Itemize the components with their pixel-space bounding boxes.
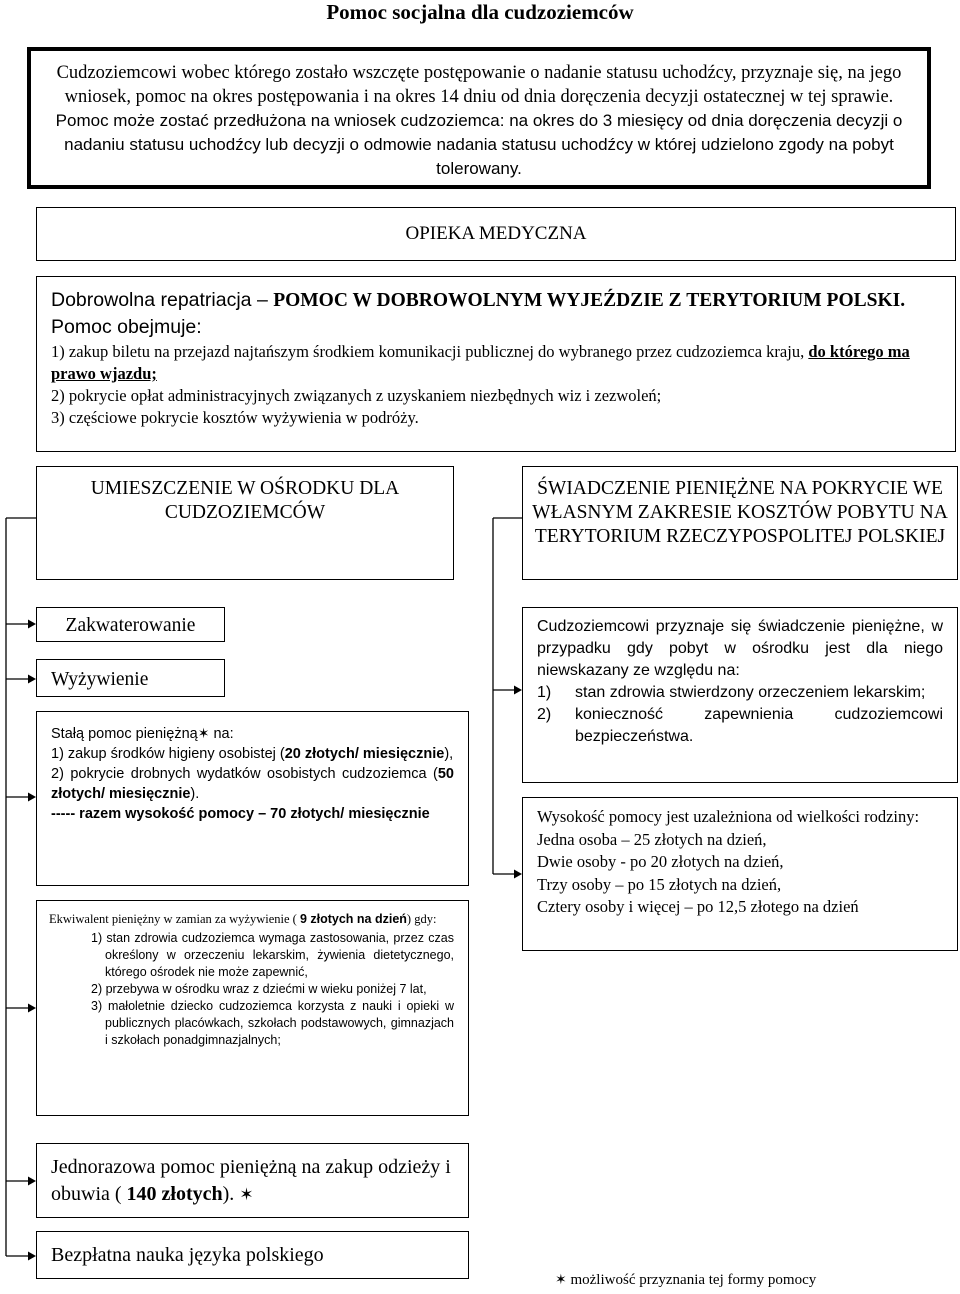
benefit-amount-box — [522, 797, 958, 951]
cash-benefit-intro: Cudzoziemcowi przyznaje się świadczenie pieniężne, w przypadku gdy pobyt w ośrodku jest dla niego niewskazany ze względu na: — [537, 618, 943, 679]
benefit-amount-row: Dwie osoby - po 20 złotych na dzień, — [537, 852, 784, 871]
star-icon: ✶ — [239, 1185, 254, 1205]
fixed-aid-item-1-text: 1) zakup środków higieny osobistej ( — [51, 746, 285, 762]
polish-course-box: Bezpłatna nauka języka polskiego — [36, 1231, 469, 1279]
medical-care-box: OPIEKA MEDYCZNA — [36, 207, 956, 261]
food-box: Wyżywienie — [36, 659, 225, 697]
food-equivalent-lead — [49, 911, 454, 928]
star-icon: ✶ — [555, 1272, 567, 1288]
repatriation-lead: Dobrowolna repatriacja – — [51, 289, 274, 311]
repatriation-item-2: 2) pokrycie opłat administracyjnych związanych z uzyskaniem niezbędnych wiz i zezwoleń; — [51, 386, 662, 405]
fixed-aid-lead-tail: na: — [209, 726, 234, 742]
fixed-aid-box — [36, 711, 469, 886]
cash-benefit-header: ŚWIADCZENIE PIENIĘŻNE NA POKRYCIE WE WŁASNYM ZAKRESIE KOSZTÓW POBYTU NA TERYTORIUM RZECZYPOSPOLITEJ POLSKIEJ — [522, 466, 958, 580]
fixed-aid-item-2-text: 2) pokrycie drobnych wydatków osobistych cudzoziemca ( — [51, 766, 438, 782]
food-equivalent-item-2: 2) przebywa w ośrodku wraz z dziećmi w wieku poniżej 7 lat, — [91, 982, 427, 996]
food-equivalent-item-3: 3) małoletnie dziecko cudzoziemca korzysta z nauki i opieki w publicznych placówkach, szkołach podstawowych, gimnazjach i szkołach ponadgimnazjalnych; — [91, 999, 454, 1047]
intro-text-2: Pomoc może zostać przedłużona na wniosek cudzoziemca: na okres do 3 miesięcy od dnia doręczenia decyzji o nadaniu statusu uchodźcy lub decyzji o odmowie nadania statusu uchodźcy w której udzielono zgody na pobyt tolerowany. — [55, 111, 903, 178]
benefit-amount-intro: Wysokość pomocy jest uzależniona od wielkości rodziny: — [537, 807, 920, 826]
repatriation-item-1-underline: do którego ma prawo wjazdu; — [51, 342, 910, 383]
food-equivalent-amount: 9 złotych na dzień — [299, 912, 407, 926]
food-equivalent-list — [49, 930, 454, 1049]
one-time-aid-text: Jednorazowa pomoc pieniężną na zakup odzieży i obuwia ( — [51, 1156, 451, 1205]
benefit-amount-row: Trzy osoby – po 15 złotych na dzień, — [537, 874, 782, 894]
food-equivalent-lead-text: Ekwiwalent pieniężny w zamian za wyżywienie ( — [49, 912, 300, 926]
fixed-aid-item-1-amount: 20 złotych/ miesięcznie — [284, 746, 445, 762]
fixed-aid-lead-text: Stałą pomoc pieniężną — [51, 726, 198, 742]
repatriation-bold: POMOC W DOBROWOLNYM WYJEŹDZIE Z TERYTORIUM POLSKI. — [273, 290, 906, 311]
cash-benefit-item-1-num: 1) — [537, 684, 552, 701]
benefit-amount-row: Jedna osoba – 25 złotych na dzień, — [537, 829, 767, 849]
fixed-aid-item-2 — [51, 764, 454, 804]
page-title: Pomoc socjalna dla cudzoziemców — [326, 0, 634, 24]
cash-benefit-box — [522, 607, 958, 783]
fixed-aid-item-1-tail: ), — [444, 746, 454, 762]
one-time-aid-amount: 140 złotych — [126, 1183, 223, 1205]
repatriation-includes: Pomoc obejmuje: — [51, 316, 202, 338]
center-accommodation-header: UMIESZCZENIE W OŚRODKU DLA CUDZOZIEMCÓW — [36, 466, 454, 580]
repatriation-box — [36, 276, 956, 452]
cash-benefit-item-2 — [537, 704, 943, 748]
repatriation-item-3: 3) częściowe pokrycie kosztów wyżywienia w podróży. — [51, 408, 419, 427]
food-equivalent-item-1: 1) stan zdrowia cudzoziemca wymaga zastosowania, przez czas określony w orzeczeniu lekarskim, żywienia dietetycznego, którego ośrodek nie może zapewnić, — [91, 931, 454, 979]
star-icon: ✶ — [197, 726, 210, 742]
fixed-aid-total: ----- razem wysokość pomocy – 70 złotych/ miesięcznie — [51, 806, 430, 822]
footnote — [555, 1270, 955, 1290]
one-time-aid-box — [36, 1143, 469, 1218]
fixed-aid-lead — [51, 724, 454, 744]
food-equivalent-box — [36, 900, 469, 1116]
fixed-aid-item-1 — [51, 744, 454, 764]
footnote-text: możliwość przyznania tej formy pomocy — [570, 1272, 817, 1288]
one-time-aid-tail: ). — [222, 1183, 235, 1205]
repatriation-item-1 — [51, 341, 941, 385]
fixed-aid-item-2-amount: 50 złotych/ miesięcznie — [51, 766, 454, 802]
fixed-aid-item-2-tail: ). — [190, 786, 200, 802]
cash-benefit-item-2-num: 2) — [537, 706, 552, 723]
cash-benefit-item-2-text: konieczność zapewnienia cudzoziemcowi bezpieczeństwa. — [575, 706, 943, 745]
food-equivalent-tail: ) gdy: — [406, 912, 437, 926]
cash-benefit-item-1-text: stan zdrowia stwierdzony orzeczeniem lekarskim; — [575, 684, 926, 701]
intro-text-1: Cudzoziemcowi wobec którego zostało wszczęte postępowanie o nadanie statusu uchodźcy, przyznaje się, na jego wniosek, pomoc na okres postępowania i na okres 14 dniu od dnia doręczenia decyzji ostatecznej w tej sprawie. — [56, 63, 902, 107]
cash-benefit-item-1 — [537, 682, 943, 704]
repatriation-heading — [51, 287, 941, 341]
accommodation-box: Zakwaterowanie — [36, 607, 225, 642]
intro-box — [27, 47, 931, 189]
repatriation-item-1-text: 1) zakup biletu na przejazd najtańszym środkiem komunikacji publicznej do wybranego przez cudzoziemca kraju, — [51, 342, 809, 361]
benefit-amount-row: Cztery osoby i więcej – po 12,5 złotego na dzień — [537, 897, 859, 916]
